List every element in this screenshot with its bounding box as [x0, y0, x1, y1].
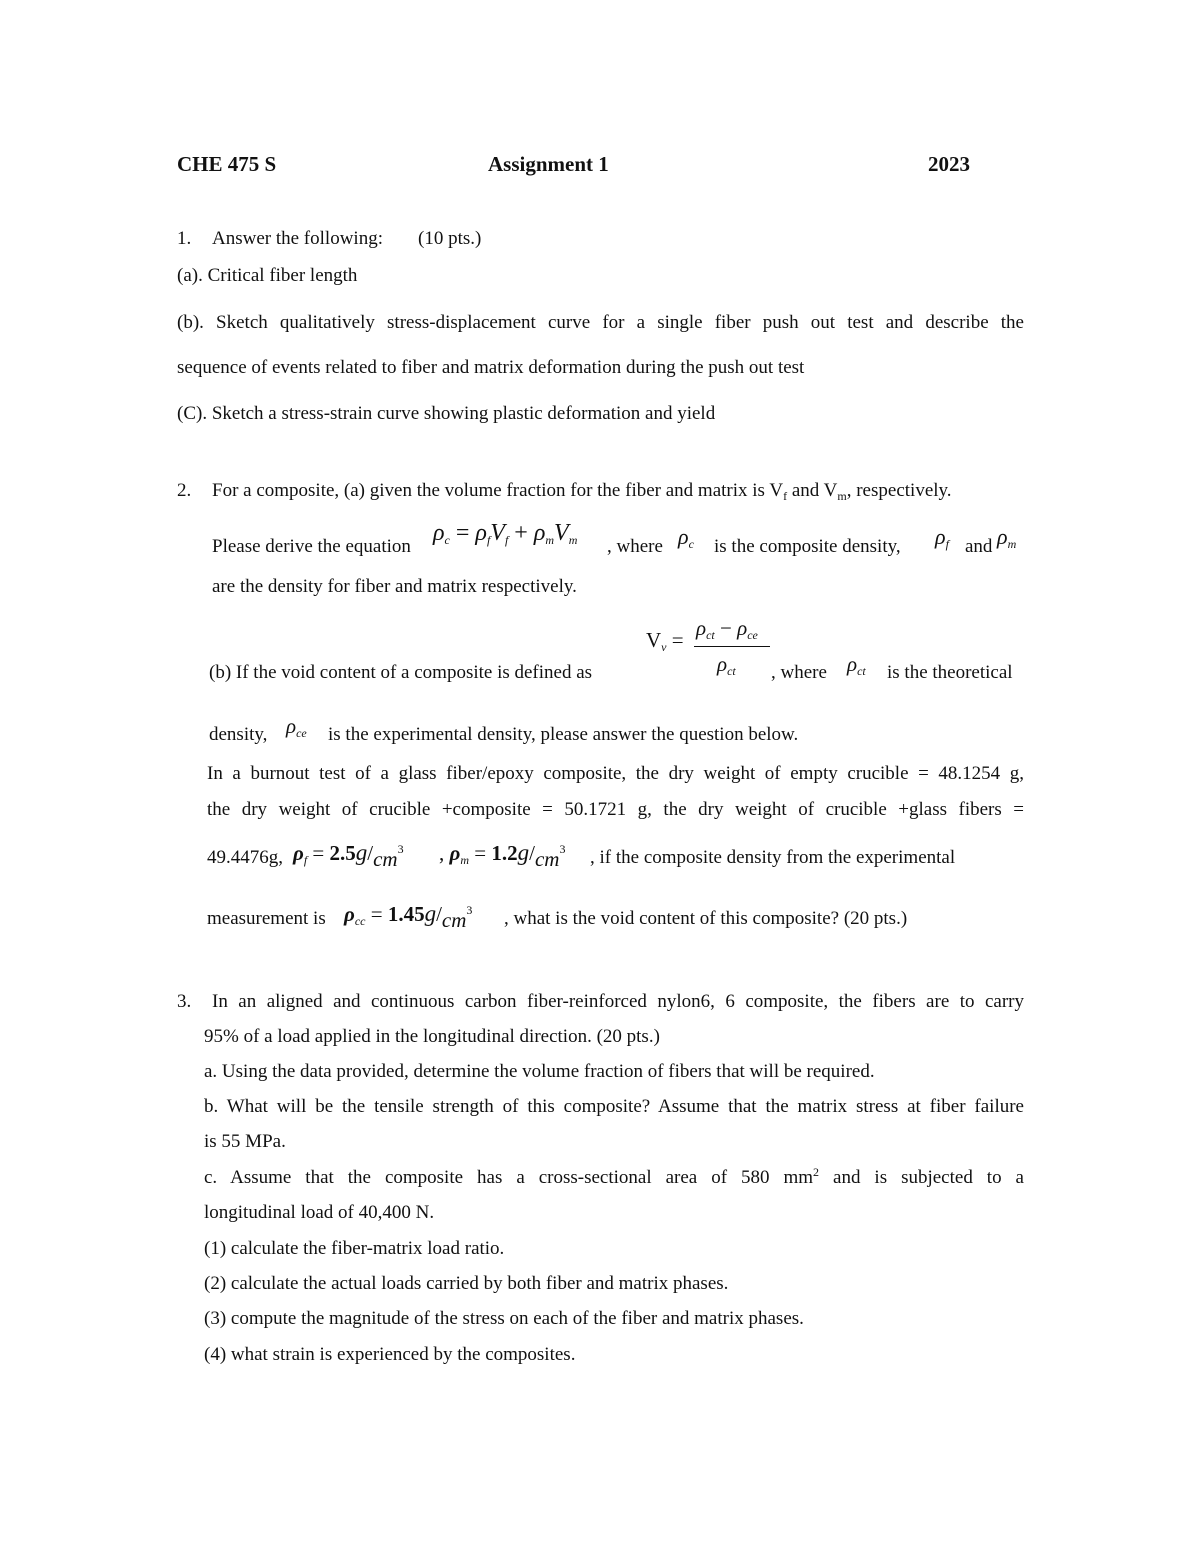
- q1-number: 1.: [177, 228, 192, 249]
- q2-line3: are the density for fiber and matrix respectively.: [212, 576, 577, 597]
- void-denominator: $\rho_{ct}$: [717, 652, 736, 678]
- q2-density-rest: is the experimental density, please answer the question below.: [328, 724, 799, 745]
- rho-cc-value: $\rho_{cc} = 1.45g/cm^3$: [344, 901, 473, 932]
- q3-part-b-line1: b. What will be the tensile strength of this composite? Assume that the matrix stress at fiber failure: [204, 1096, 1024, 1117]
- equation-composite-density: $\rho_c = \rho_fV_f + \rho_mV_m$: [433, 520, 578, 547]
- q2-part-b-text: (b) If the void content of a composite is defined as: [209, 662, 593, 683]
- rho-c-symbol: $\rho_c$: [678, 524, 694, 551]
- q3-part-b-line2: is 55 MPa.: [204, 1131, 286, 1152]
- measurement-label: measurement is: [207, 908, 326, 929]
- q2-theoretical: is the theoretical: [887, 662, 1013, 683]
- q3-subpart-2: (2) calculate the actual loads carried by both fiber and matrix phases.: [204, 1273, 729, 1294]
- rho-f-value: $\rho_f = 2.5g/cm^3$: [293, 840, 404, 871]
- q1-part-c: (C). Sketch a stress-strain curve showing plastic deformation and yield: [177, 403, 716, 424]
- q2-where: , where: [607, 536, 663, 557]
- q3-part-a: a. Using the data provided, determine the volume fraction of fibers that will be required.: [204, 1061, 875, 1082]
- rho-f-symbol: $\rho_f$: [935, 524, 949, 551]
- burnout-line2: the dry weight of crucible +composite = 50.1721 g, the dry weight of crucible +glass fibers =: [207, 799, 1024, 820]
- q2-number: 2.: [177, 480, 192, 501]
- q3-subpart-3: (3) compute the magnitude of the stress on each of the fiber and matrix phases.: [204, 1308, 804, 1329]
- q2-density-label: density,: [209, 724, 268, 745]
- void-numerator: $\rho_{ct} - \rho_{ce}$: [696, 616, 758, 642]
- rho-m-value: , $\rho_m = 1.2g/cm^3$: [439, 840, 566, 871]
- burnout-line3-a: 49.4476g,: [207, 847, 283, 868]
- rho-m-symbol: $\rho_m$: [997, 524, 1017, 551]
- q1-part-b-line1: (b). Sketch qualitatively stress-displacement curve for a single fiber push out test and describe the: [177, 312, 1024, 333]
- q3-line1: In an aligned and continuous carbon fiber-reinforced nylon6, 6 composite, the fibers are to carry: [212, 991, 1024, 1012]
- rho-ce-symbol: $\rho_{ce}$: [286, 714, 307, 740]
- measurement-end: , what is the void content of this composite? (20 pts.): [504, 908, 908, 929]
- q1-points: (10 pts.): [418, 228, 482, 249]
- q1-part-a: (a). Critical fiber length: [177, 265, 358, 286]
- q2-part-b-where: , where: [771, 662, 827, 683]
- q3-part-c-line2: longitudinal load of 40,400 N.: [204, 1202, 435, 1223]
- course-code: CHE 475 S: [177, 152, 277, 176]
- q3-line2: 95% of a load applied in the longitudinal direction. (20 pts.): [204, 1026, 660, 1047]
- assignment-title: Assignment 1: [488, 152, 609, 176]
- q2-composite-density: is the composite density,: [714, 536, 901, 557]
- q1-intro: Answer the following:: [212, 228, 383, 249]
- q1-part-b-line2: sequence of events related to fiber and matrix deformation during the push out test: [177, 357, 805, 378]
- q3-number: 3.: [177, 991, 192, 1012]
- burnout-line1: In a burnout test of a glass fiber/epoxy composite, the dry weight of empty crucible = 48.1254 g,: [207, 763, 1024, 784]
- rho-ct-symbol: $\rho_{ct}$: [847, 652, 866, 678]
- q3-subpart-4: (4) what strain is experienced by the composites.: [204, 1344, 576, 1365]
- q2-and: and: [965, 536, 993, 557]
- assignment-year: 2023: [928, 152, 970, 176]
- q3-subpart-1: (1) calculate the fiber-matrix load ratio.: [204, 1238, 505, 1259]
- burnout-line3-end: , if the composite density from the experimental: [590, 847, 956, 868]
- q2-line1: For a composite, (a) given the volume fraction for the fiber and matrix is $V_f$ and $V_m$, respectively.: [212, 480, 952, 503]
- q3-part-c-line1: c. Assume that the composite has a cross-sectional area of 580 $mm^2$ and is subjected to a: [204, 1165, 1024, 1188]
- void-content-lhs: $V_v$ =: [646, 628, 684, 654]
- q2-line2-text: Please derive the equation: [212, 536, 411, 557]
- fraction-bar: [694, 646, 770, 647]
